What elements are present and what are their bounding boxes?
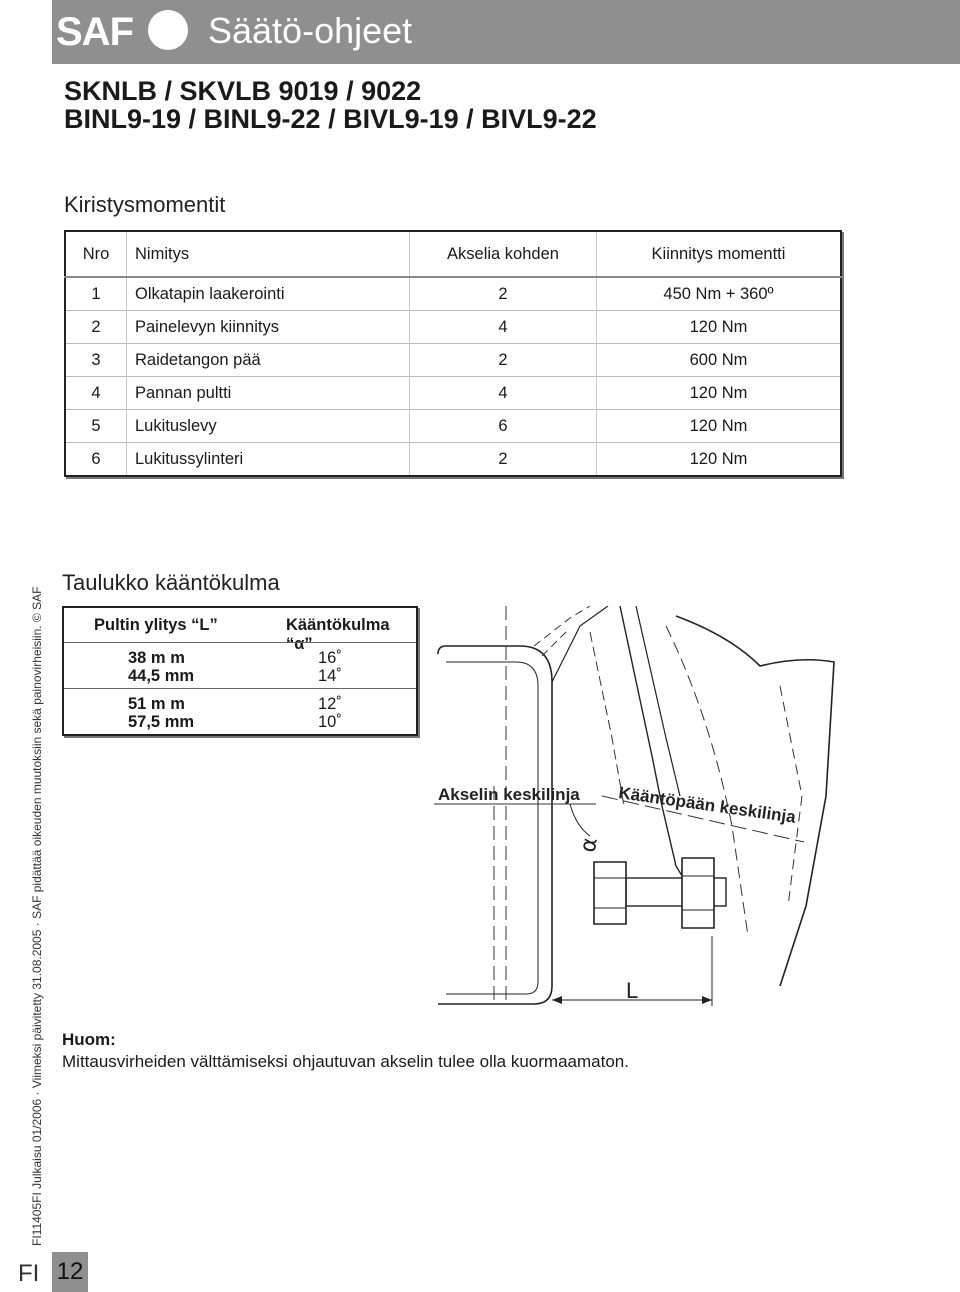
cell-momentti: 450 Nm + 360º (597, 277, 842, 311)
cell-akselia: 2 (410, 344, 597, 377)
cell-nimitys: Pannan pultti (127, 377, 410, 410)
note-text: Mittausvirheiden välttämiseksi ohjautuvan akselin tulee olla kuormaamaton. (62, 1052, 629, 1071)
angle-table-header (64, 616, 416, 653)
page-number: 12 (52, 1252, 88, 1292)
table-row (65, 277, 841, 311)
cell-momentti: 120 Nm (597, 443, 842, 477)
dimension-arrow-right (702, 996, 712, 1004)
knuckle-dashed-3 (590, 632, 624, 806)
angle-table (62, 606, 418, 736)
cell-akselia: 2 (410, 277, 597, 311)
cell-bolt-overhang: 51 m m (128, 695, 185, 713)
model-line-2: BINL9-19 / BINL9-22 / BIVL9-19 / BIVL9-22 (64, 104, 597, 134)
cell-nro: 2 (65, 311, 127, 344)
header-nro: Nro (65, 231, 127, 277)
table-row (65, 410, 841, 443)
table-row (65, 377, 841, 410)
torque-table (64, 230, 842, 477)
cell-nro: 6 (65, 443, 127, 477)
table-row (65, 344, 841, 377)
cell-nimitys: Raidetangon pää (127, 344, 410, 377)
header-turning-angle: Kääntökulma “α” (286, 616, 390, 653)
bolt-head (682, 858, 714, 928)
cell-akselia: 2 (410, 443, 597, 477)
alpha-symbol: α (575, 835, 603, 855)
axle-centerline-label: Akselin keskilinja (438, 785, 580, 804)
wheel-dashed-2 (780, 686, 802, 906)
knuckle-body-2 (636, 606, 680, 796)
cell-nimitys: Lukituslevy (127, 410, 410, 443)
cell-nro: 5 (65, 410, 127, 443)
header-nimitys: Nimitys (127, 231, 410, 277)
dimension-arrow-left (552, 996, 562, 1004)
axle-housing-inner (446, 662, 538, 994)
cell-bolt-overhang: 38 m m (128, 649, 185, 667)
note-title: Huom: (62, 1030, 116, 1049)
saf-logo: SAF (56, 9, 133, 54)
table-row (65, 311, 841, 344)
model-line-1: SKNLB / SKVLB 9019 / 9022 (64, 76, 422, 106)
cell-momentti: 120 Nm (597, 410, 842, 443)
language-label: FI (18, 1260, 40, 1287)
axle-housing (438, 646, 552, 1004)
cell-momentti: 120 Nm (597, 311, 842, 344)
cell-momentti: 600 Nm (597, 344, 842, 377)
alpha-arc (570, 804, 590, 836)
header-banner (52, 0, 960, 64)
pivot-centerline-label: Kääntöpään keskilinja (617, 783, 797, 827)
publication-info: FI11405FI Julkaisu 01/2006 · Viimeksi päivitetty 31.08.2005 · SAF pidättää oikeuden muutoksiin sekä painovirheisiin. © SAF (30, 586, 44, 1246)
row-divider (64, 688, 416, 689)
cell-akselia: 6 (410, 410, 597, 443)
cell-nimitys: Olkatapin laakerointi (127, 277, 410, 311)
cell-turning-angle: 10˚ (318, 713, 342, 731)
cell-turning-angle: 16˚ (318, 649, 342, 667)
cell-akselia: 4 (410, 311, 597, 344)
cell-turning-angle: 12˚ (318, 695, 342, 713)
knuckle-dashed-2 (542, 632, 566, 656)
torque-table-header (65, 231, 841, 277)
table-row (65, 443, 841, 477)
header-kiinnitys-momentti: Kiinnitys momentti (597, 231, 842, 277)
cell-nimitys: Painelevyn kiinnitys (127, 311, 410, 344)
cell-bolt-overhang: 57,5 mm (128, 713, 195, 731)
cell-akselia: 4 (410, 377, 597, 410)
cell-nro: 4 (65, 377, 127, 410)
locknut (594, 862, 626, 924)
cell-momentti: 120 Nm (597, 377, 842, 410)
cell-nimitys: Lukitussylinteri (127, 443, 410, 477)
logo-disc-icon (148, 10, 188, 50)
header-divider (64, 642, 416, 643)
angle-section-title: Taulukko kääntökulma (62, 570, 280, 595)
header-akselia-kohden: Akselia kohden (410, 231, 597, 277)
torque-section-title: Kiristysmomentit (64, 192, 226, 217)
length-symbol: L (626, 978, 639, 1003)
axle-alignment-diagram (430, 606, 840, 1016)
page-title: Säätö-ohjeet (208, 10, 413, 51)
cell-nro: 1 (65, 277, 127, 311)
cell-turning-angle: 14˚ (318, 667, 342, 685)
cell-nro: 3 (65, 344, 127, 377)
cell-bolt-overhang: 44,5 mm (128, 667, 195, 685)
knuckle-outline (552, 606, 608, 682)
header-bolt-overhang: Pultin ylitys “L” (94, 616, 218, 634)
knuckle-dashed (534, 606, 590, 646)
